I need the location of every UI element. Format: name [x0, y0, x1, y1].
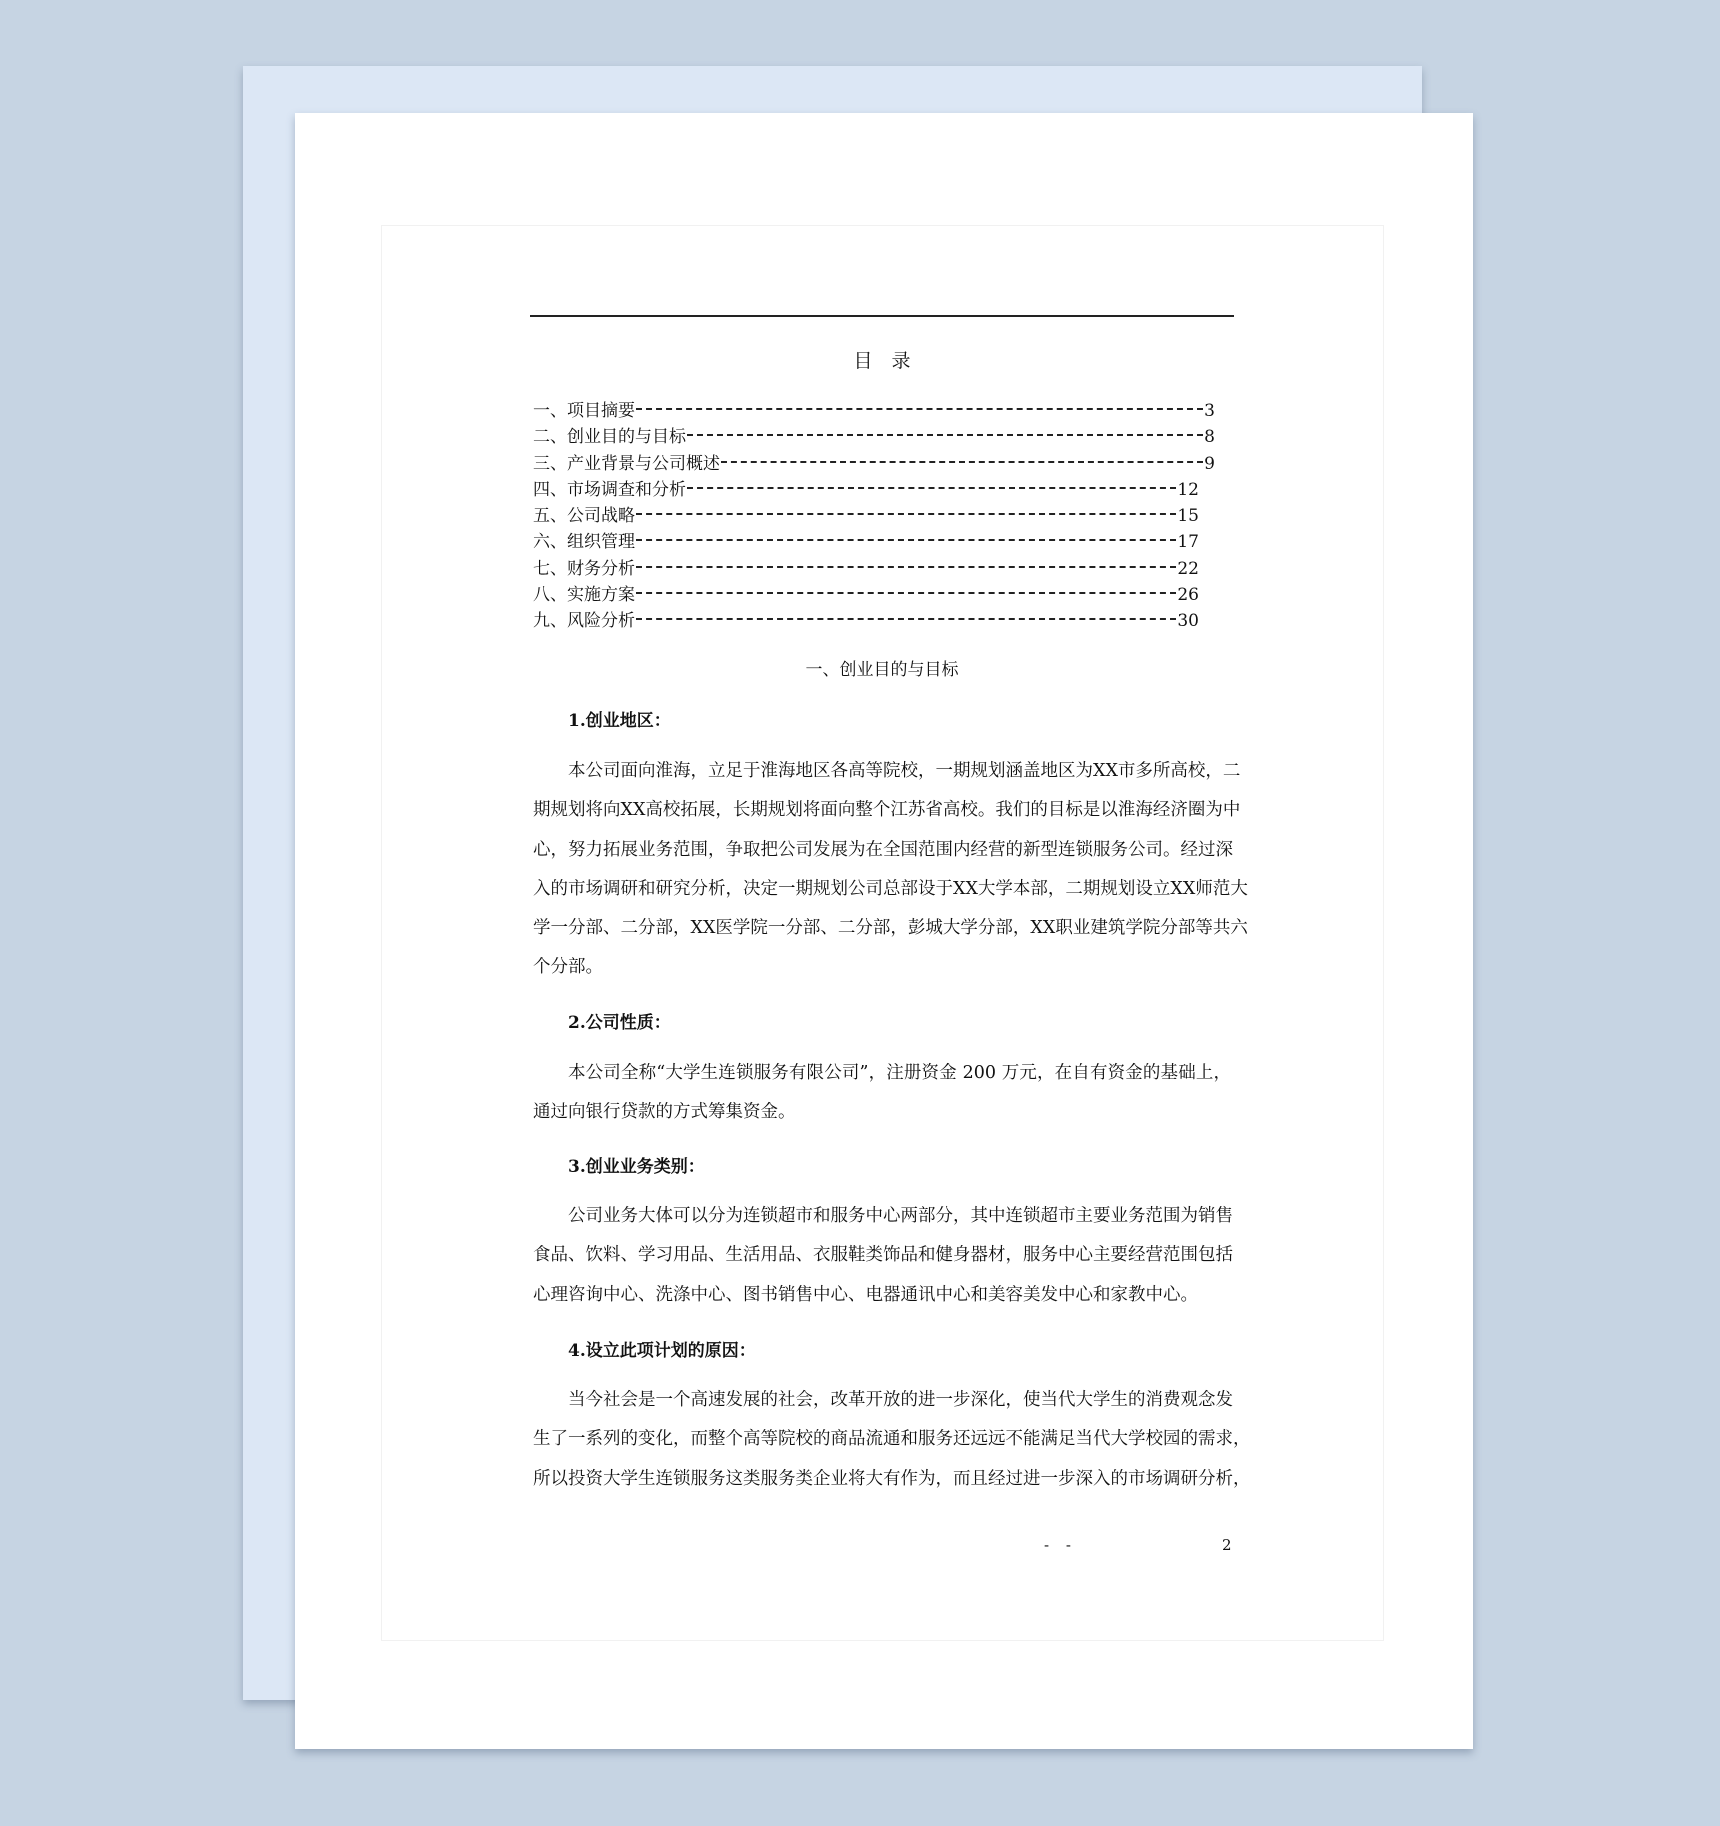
toc-entry[interactable] [533, 556, 1199, 582]
header-rule [530, 315, 1234, 317]
toc-entry[interactable] [533, 582, 1199, 608]
toc-entry[interactable] [533, 477, 1199, 503]
toc-leader-dots [636, 408, 1203, 410]
text-line: 生了一系列的变化，而整个高等院校的商品流通和服务还远远不能满足当代大学校园的需求， [533, 1429, 1251, 1450]
toc-leader-dots [636, 618, 1176, 620]
paragraph [533, 1054, 1231, 1133]
section-title: 一、创业目的与目标 [805, 660, 959, 680]
toc-entry[interactable] [533, 424, 1215, 450]
toc-entry-page: 8 [1204, 427, 1215, 448]
toc-leader-dots [721, 461, 1203, 463]
text-line: 当今社会是一个高速发展的社会，改革开放的进一步深化，使当代大学生的消费观念发 [568, 1390, 1233, 1410]
subsection-heading: 4.设立此项计划的原因： [568, 1341, 756, 1361]
toc-entry-page: 26 [1177, 585, 1199, 606]
toc-entry-label: 四、市场调查和分析 [533, 479, 686, 500]
toc-entry-label: 九、风险分析 [533, 611, 635, 632]
text-line: 心，努力拓展业务范围，争取把公司发展为在全国范围内经营的新型连锁服务公司。经过深 [533, 839, 1233, 860]
toc-leader-dots [636, 566, 1176, 568]
text-line: 通过向银行贷款的方式筹集资金。 [533, 1102, 796, 1123]
toc-leader-dots [636, 592, 1176, 594]
toc-entry-label: 一、项目摘要 [533, 401, 635, 421]
footer-dashes: - - [1044, 1536, 1077, 1554]
toc-entry-page: 15 [1177, 506, 1199, 527]
toc-entry-label: 六、组织管理 [533, 532, 635, 553]
text-line: 学一分部、二分部，XX医学院一分部、二分部，彭城大学分部，XX职业建筑学院分部等共六 [533, 918, 1248, 939]
toc-entry-page: 30 [1177, 611, 1199, 632]
toc-entry-label: 三、产业背景与公司概述 [533, 453, 720, 474]
toc-leader-dots [687, 434, 1203, 436]
toc-entry-page: 12 [1177, 479, 1199, 500]
text-line: 食品、饮料、学习用品、生活用品、衣服鞋类饰品和健身器材，服务中心主要经营范围包括 [533, 1245, 1233, 1266]
subsection-heading: 3.创业业务类别： [568, 1157, 705, 1177]
text-line: 心理咨询中心、洗涤中心、图书销售中心、电器通讯中心和美容美发中心和家教中心。 [533, 1284, 1198, 1305]
toc-leader-dots [636, 513, 1176, 515]
toc-entry[interactable] [533, 451, 1215, 477]
text-line: 公司业务大体可以分为连锁超市和服务中心两部分，其中连锁超市主要业务范围为销售 [568, 1206, 1233, 1226]
text-line: 入的市场调研和研究分析，决定一期规划公司总部设于XX大学本部，二期规划设立XX师范大 [533, 878, 1248, 899]
text-line: 期规划将向XX高校拓展，长期规划将面向整个江苏省高校。我们的目标是以淮海经济圈为中 [533, 800, 1241, 821]
text-line: 本公司面向淮海，立足于淮海地区各高等院校，一期规划涵盖地区为XX市多所高校，二 [568, 761, 1241, 781]
subsection-heading: 2.公司性质： [568, 1013, 671, 1033]
page-number: 2 [1222, 1536, 1232, 1554]
paragraph [533, 1197, 1231, 1315]
toc-entry-label: 五、公司战略 [533, 506, 635, 527]
text-line: 个分部。 [533, 957, 603, 978]
text-line: 本公司全称“大学生连锁服务有限公司”，注册资金 200 万元，在自有资金的基础上， [568, 1063, 1231, 1083]
toc-title: 目 录 [853, 350, 911, 372]
toc-entry-page: 3 [1204, 401, 1215, 421]
toc-entry[interactable] [533, 608, 1199, 634]
subsection-heading: 1.创业地区： [568, 711, 671, 731]
text-line: 所以投资大学生连锁服务这类服务类企业将大有作为，而且经过进一步深入的市场调研分析， [533, 1468, 1251, 1489]
toc-entry-label: 七、财务分析 [533, 558, 635, 579]
toc-entry[interactable] [533, 529, 1199, 555]
toc-leader-dots [687, 487, 1176, 489]
paragraph [533, 752, 1248, 988]
paragraph [533, 1381, 1251, 1499]
toc-entry-page: 22 [1177, 558, 1199, 579]
table-of-contents [533, 398, 1215, 635]
toc-entry-label: 八、实施方案 [533, 585, 635, 606]
toc-entry-label: 二、创业目的与目标 [533, 427, 686, 448]
toc-entry-page: 9 [1204, 453, 1215, 474]
toc-entry[interactable] [533, 398, 1215, 424]
toc-entry-page: 17 [1177, 532, 1199, 553]
toc-entry[interactable] [533, 503, 1199, 529]
toc-leader-dots [636, 539, 1176, 541]
